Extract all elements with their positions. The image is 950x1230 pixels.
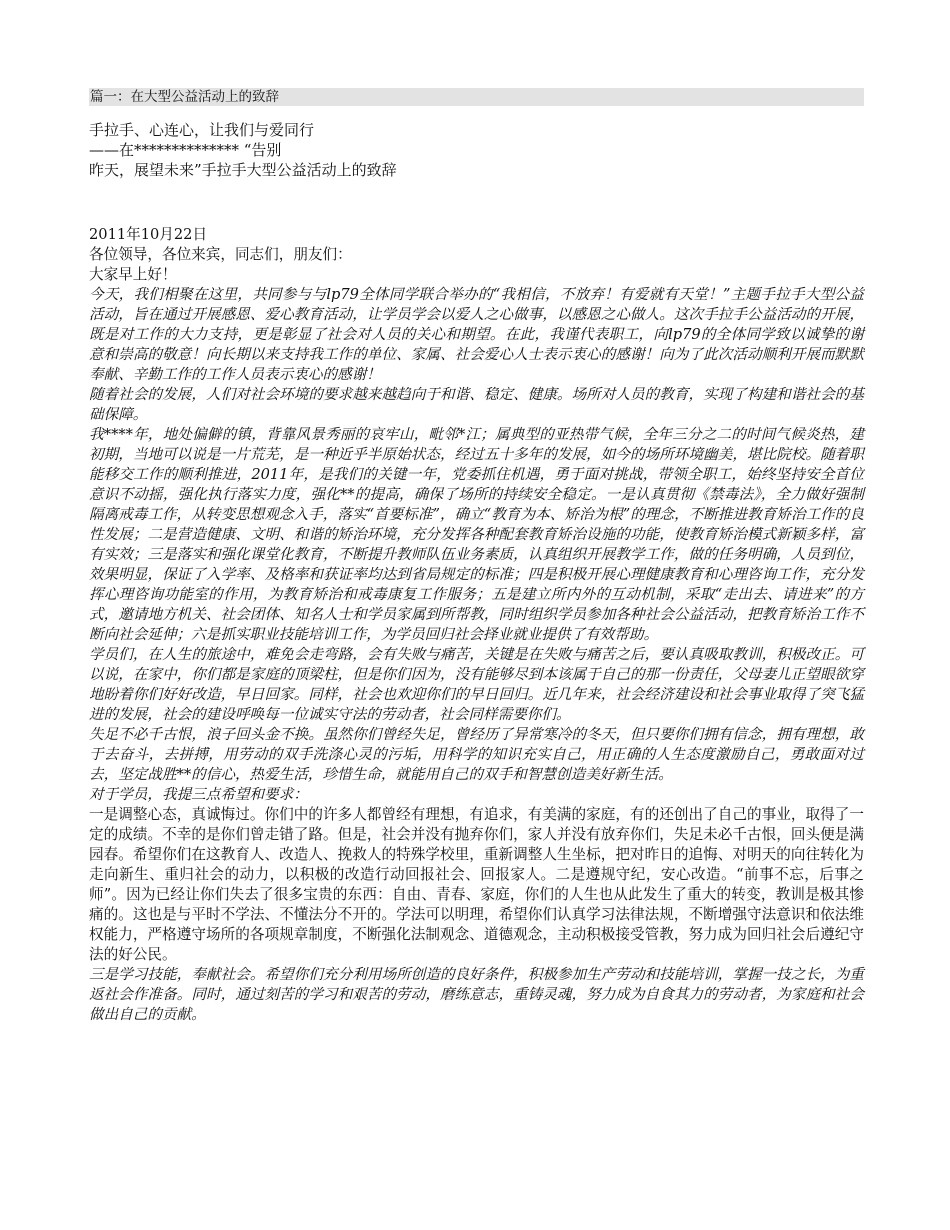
document-content [89, 88, 864, 1025]
speech-body [89, 225, 864, 1025]
intro-title: 手拉手、心连心，让我们与爱同行 [89, 121, 315, 139]
date-line: 2011年10月22日 [89, 226, 208, 243]
paragraph-history: 我****年，地处偏僻的镇，背靠风景秀丽的哀牢山，毗邻*江；属典型的亚热带气候，全年三分之二的时间气候炎热，建初期，当地可以说是一片荒芜，是一种近乎半原始状态，经过五十多年的发展，如今的场所环境幽美，堪比院校。随着职能移交工作的顺利推进，2011年，是我们的关键一年，党委抓住机遇，勇于面对挑战，带领全职工，始终坚持安全首位意识不动摇，强化执行落实力度，强化**的提高，确保了场所的持续安全稳定。一是认真贯彻《禁毒法》，全力做好强制隔离戒毒工作，从转变思想观念入手，落实“首要标准”，确立“教育为本、矫治为根”的理念，不断推进教育矫治工作的良性发展；二是营造健康、文明、和谐的矫治环境，充分发挥各种配套教育矫治设施的功能，使教育矫治模式新颖多样，富有实效；三是落实和强化课堂化教育，不断提升教师队伍业务素质，认真组织开展教学工作，做的任务明确，人员到位，效果明显，保证了入学率、及格率和获证率均达到省局规定的标准；四是积极开展心理健康教育和心理咨询工作，充分发挥心理咨询功能室的作用，为教育矫治和戒毒康复工作服务；五是建立所内外的互动机制，采取“走出去、请进来”的方式，邀请地方机关、社会团体、知名人士和学员家属到所帮教，同时组织学员参加各种社会公益活动，把教育矫治工作不断向社会延伸；六是抓实职业技能培训工作，为学员回归社会择业就业提供了有效帮助。 [89, 426, 864, 643]
intro-subtitle-cont: 昨天，展望未来”手拉手大型公益活动上的致辞 [89, 161, 397, 179]
paragraph-requirements-1-2: 一是调整心态，真诚悔过。你们中的许多人都曾经有理想，有追求，有美满的家庭，有的还创出了自己的事业，取得了一定的成绩。不幸的是你们曾走错了路。但是，社会并没有抛弃你们，家人并没有放弃你们，失足未必千古恨，回头便是满园春。希望你们在这教育人、改造人、挽救人的特殊学校里，重新调整人生坐标，把对昨日的追悔、对明天的向往转化为走向新生、重归社会的动力，以积极的改造行动回报社会、回报家人。二是遵规守纪，安心改造。“前事不忘，后事之师”。因为已经让你们失去了很多宝贵的东西：自由、青春、家庭，你们的人生也从此发生了重大的转变，教训是极其惨痛的。这也是与平时不学法、不懂法分不开的。学法可以明理，希望你们认真学习法律法规，不断增强守法意识和依法维权能力，严格遵守场所的各项规章制度，不断强化法制观念、道德观念，主动积极接受管教，努力成为回归社会后遵纪守法的好公民。 [89, 806, 864, 963]
paragraph-society: 随着社会的发展，人们对社会环境的要求越来越趋向于和谐、稳定、健康。场所对人员的教育，实现了构建和谐社会的基础保障。 [89, 386, 864, 423]
intro-block [89, 120, 864, 180]
intro-subtitle: ——在************** “告别 [89, 141, 282, 159]
paragraph-requirement-3: 三是学习技能，奉献社会。希望你们充分利用场所创造的良好条件，积极参加生产劳动和技能培训，掌握一技之长，为重返社会作准备。同时，通过刻苦的学习和艰苦的劳动，磨练意志，重铸灵魂，努力成为自食其力的劳动者，为家庭和社会做出自己的贡献。 [89, 966, 864, 1023]
paragraph-opening: 今天，我们相聚在这里，共同参与与lp79全体同学联合举办的“我相信，不放弃！有爱就有天堂！”主题手拉手大型公益活动，旨在通过开展感恩、爱心教育活动，让学员学会以爱人之心做事，以感恩之心做人。这次手拉手公益活动的开展，既是对工作的大力支持，更是彰显了社会对人员的关心和期望。在此，我谨代表职工，向lp79的全体同学致以诚挚的谢意和崇高的敬意！向长期以来支持我工作的单位、家属、社会爱心人士表示衷心的感谢！向为了此次活动顺利开展而默默奉献、辛勤工作的工作人员表示衷心的感谢！ [89, 286, 864, 383]
spacer [89, 180, 864, 225]
paragraph-students: 学员们，在人生的旅途中，难免会走弯路，会有失败与痛苦，关键是在失败与痛苦之后，要认真吸取教训，积极改正。可以说，在家中，你们都是家庭的顶梁柱，但是你们因为，没有能够尽到本该属于自己的那一份责任，父母妻儿正望眼欲穿地盼着你们好好改造，早日回家。同样，社会也欢迎你们的早日回归。近几年来，社会经济建设和社会事业取得了突飞猛进的发展，社会的建设呼唤每一位诚实守法的劳动者，社会同样需要你们。 [89, 646, 864, 723]
paragraph-requirements-intro: 对于学员，我提三点希望和要求： [89, 786, 308, 803]
paragraph-encourage: 失足不必千古恨，浪子回头金不换。虽然你们曾经失足，曾经历了异常寒冷的冬天，但只要你们拥有信念，拥有理想，敢于去奋斗，去拼搏，用劳动的双手洗涤心灵的污垢，用科学的知识充实自己，用正确的人生态度激励自己，勇敢面对过去，坚定战胜**的信心，热爱生活，珍惜生命，就能用自己的双手和智慧创造美好新生活。 [89, 726, 864, 783]
greeting: 大家早上好！ [89, 266, 177, 283]
section-heading: 篇一：在大型公益活动上的致辞 [89, 88, 864, 106]
salutation: 各位领导，各位来宾，同志们，朋友们： [89, 246, 352, 263]
